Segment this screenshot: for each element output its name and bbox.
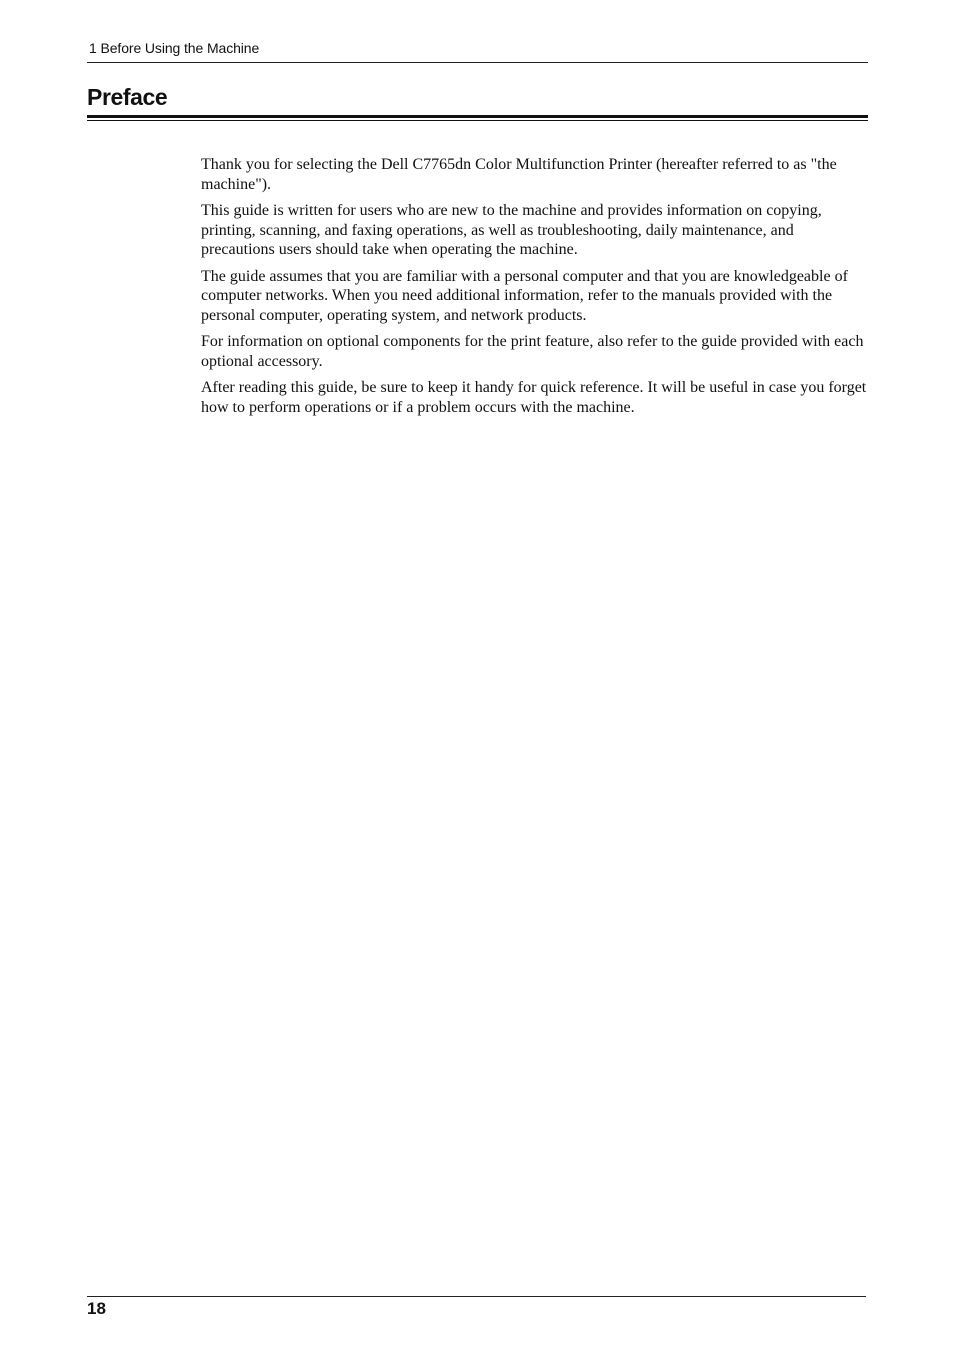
paragraph-optional-components: For information on optional components for the print feature, also refer to the guide provided with each optional accessory. <box>201 333 864 370</box>
paragraph-keep-handy: After reading this guide, be sure to keep it handy for quick reference. It will be useful in case you forget how to perform operations or if a problem occurs with the machine. <box>201 379 867 416</box>
title-rule-thick <box>87 115 868 118</box>
page-number: 18 <box>87 1299 106 1318</box>
title-rule-thin <box>87 120 868 121</box>
header-divider <box>87 62 868 63</box>
paragraph-guide-purpose: This guide is written for users who are new to the machine and provides information on copying, printing, scanning, and faxing operations, as well as troubleshooting, daily maintenance, and precautions users should take when operating the machine. <box>201 202 822 258</box>
paragraph-thank-you: Thank you for selecting the Dell C7765dn Color Multifunction Printer (hereafter referred to as "the machine"). <box>201 156 837 193</box>
paragraph-assumptions: The guide assumes that you are familiar with a personal computer and that you are knowledgeable of computer networks. When you need additional information, refer to the manuals provided with the personal computer, operating system, and network products. <box>201 267 848 324</box>
preface-body <box>201 155 869 424</box>
footer-divider <box>87 1296 866 1297</box>
section-title: Preface <box>87 84 168 110</box>
running-header: 1 Before Using the Machine <box>89 40 260 56</box>
